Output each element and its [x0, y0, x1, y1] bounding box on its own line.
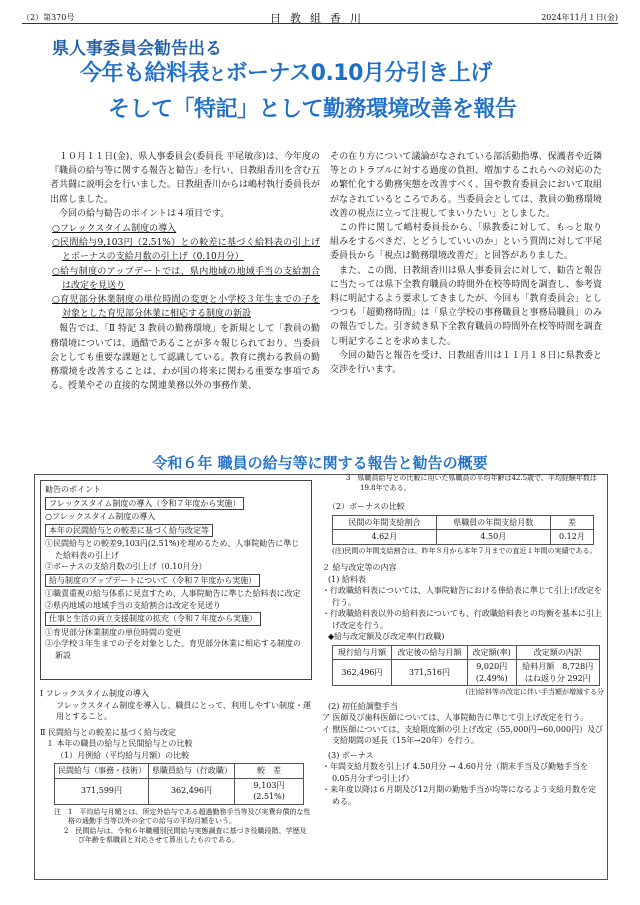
headline-kicker: 県人事委員会勧告出る	[52, 39, 222, 59]
bullet-text: ・年間支給月数を引上げ 4.50月分 → 4.60月分（期末手当及び勤勉手当を0.05月分ずつ引上げ）	[322, 762, 588, 783]
box-item: ②小学校３年生までの子を対象とした、育児部分休業に相応する制度の新設	[45, 639, 301, 660]
headline-sub: そして「特記」として勤務環境改善を報告	[108, 97, 517, 122]
section-text: イ 獣医師については、支給限度額の引上げ改定（55,000円→60,000円）及び支給期間の延長（15年→20年）を行う。	[322, 724, 604, 745]
paragraph: １０月１１日(金)、県人事委員会(委員長 平尾敏彦)は、今年度の『職員の給与等に関する報告と勧告』を行い、日教組香川を含む五者共闘に説明会を行いました。日教組香川からは嶋村執行委員長が出席しました。	[50, 152, 321, 205]
note: 注 1 平均給与月額とは、所定外給与である超過勤務手当等及び実費弁償的な性格の通勤手当等以外の全ての給与の平均月額をいう。	[54, 807, 311, 825]
table-cell: 4.62月	[333, 530, 437, 545]
table-header: 改定後の給与月額	[391, 645, 467, 660]
monthly-pay-table	[54, 763, 304, 805]
page-header	[22, 10, 618, 24]
box-item: ②ボーナスの支給月数の引上げ（0.10月分）	[45, 562, 207, 571]
table-header: 差	[550, 515, 593, 530]
bullet-text: ・行政職給料表以外の給料表についても、行政職給料表との均衡を基本に引上げ改定を行う。	[322, 609, 602, 630]
table-cell: 362,496円	[148, 778, 234, 804]
table-header: 民間給与（事務・技術）	[55, 764, 149, 779]
paragraph: その在り方について議論がなされている部活動指導、保護者や近隣等とのトラブルに対する過度の負担、増加するこれらへの対応のため繁忙化する勤務実態を改善すべく、国や教育委員会において取組がなされているところである。当委員会としては、教員の勤務環境改善の視点に立って注視してまいりたい」としました。	[330, 152, 602, 219]
summary-left	[40, 480, 312, 846]
paragraph: 報告では、「Ⅱ 特記 3 教員の勤務環境」を新規として「教員の勤務環境については、過酷であることが多々報じられており、当委員会としても重要な課題として認識している。教育に携わる教員の勤務環境を改善することは、わが国の将来に関わる重要な事項である。授業やその直接的な関連業務以外の事務作業、	[50, 324, 321, 392]
box-group-title: 給与制度のアップデートについて（令和７年度から実施）	[45, 574, 260, 588]
list-item: ○給与制度のアップデートでは、県内地域の地域手当の支給割合は改定を見送り	[52, 266, 320, 291]
box-item: ①職責重視の給与体系に見直すため、人事院勧告に準じた給料表に改定	[45, 589, 301, 598]
table-cell: 0.12月	[550, 530, 593, 545]
paragraph: この件に関して嶋村委員長から、「県教委に対して、もっと取り組みをするべきだ、とどうしていいのか」という質問に対して平尾委員長から「視点は勤務環境改善だ」と回答がありました。	[330, 223, 602, 262]
bonus-table	[332, 515, 594, 545]
section-heading: ２ 給与改定等の内容	[322, 563, 397, 572]
list-item: ○民間給与9,103円（2.51%）との較差に基づく給料表の引上げとボーナスの支給月数の引上げ（0.10月分）	[52, 238, 320, 263]
table-header: 較 差	[235, 764, 304, 779]
section-heading: Ⅱ 民間給与との較差に基づく給与改定	[40, 727, 176, 737]
section-heading: Ⅰ フレックスタイム制度の導入	[40, 689, 150, 698]
summary-right	[322, 474, 604, 807]
note: 2 民間給与は、令和６年職種別民間給与実態調査に基づき役職段階、学歴及び年齢を県職員と対応させて算出したものである。	[64, 826, 307, 844]
points-list	[52, 222, 320, 321]
issue-date: 2024年11月１日(金)	[541, 13, 618, 22]
revision-table	[332, 645, 600, 687]
note: 3 県職員給与との比較に用いた県職員の平均年齢は42.5歳で、平均経験年数は19.8年である。	[346, 474, 597, 492]
section-title: 令和６年 職員の給与等に関する報告と勧告の概要	[152, 454, 488, 472]
table-cell: 4.50月	[436, 530, 550, 545]
section-text: フレックスタイム制度を導入し、職員にとって、利用しやすい制度・運用とすること。	[56, 700, 312, 721]
article-left-column	[50, 150, 320, 393]
table-header: 改定額(率)	[468, 645, 516, 660]
bullet-text: ・行政職給料表については、人事院勧告における俸給表に準じて引上げ改定を行う。	[322, 586, 602, 607]
table-cell: 9,103円(2.51%)	[235, 778, 304, 804]
table-cell: 371,599円	[55, 778, 149, 804]
headline-main: 今年も給料表とボーナス0.10月分引き上げ	[80, 61, 492, 86]
table-header: 民間の年間支給割合	[333, 515, 437, 530]
article-right-column	[330, 150, 602, 377]
paragraph: また、この間、日教組香川は県人事委員会に対して、勧告と報告に当たっては県下全教育職員の時間外在校等時間を調査し、参考資料に明記するよう要求してきましたが、今回も「教育委員会」としつつも「超勤務時間」は「県立学校の事務職員と事務局職員」のみの報告でした。引き続き県下全教育職員の時間外在校等時間を調査し明記することを求めました。	[330, 265, 602, 347]
table-header: 県職員の年間支給月数	[436, 515, 550, 530]
box-group-title: フレックスタイム制度の導入（令和７年度から実施）	[45, 497, 244, 511]
section-subheading: (3) ボーナス	[328, 750, 374, 760]
section-subheading: （1）月例給（平均給与月額）の比較	[56, 750, 190, 760]
box-item: ①育児部分休業制度の単位時間の変更	[45, 627, 181, 637]
table-cell: 9,020円 (2.49%)	[468, 660, 516, 686]
box-item: ○フレックスタイム制度の導入	[45, 512, 156, 521]
list-item: ○育児部分休業制度の単位時間の変更と小学校３年生までの子を対象とした育児部分休業に相応する制度の新設	[52, 295, 320, 320]
bullet-text: ・来年度以降は６月期及び12月期の勤勉手当が均等になるよう支給月数を定める。	[322, 785, 597, 806]
box-item: ②県内地域の地域手当の支給割合は改定を見送り	[45, 600, 221, 610]
section-text: ア 医師及び歯科医師については、人事院勧告に準じて引上げ改定を行う。	[322, 713, 589, 722]
box-group-title: 本年の民間給与との較差に基づく給与改定等	[45, 524, 213, 538]
section-subheading: (1) 給料表	[328, 574, 366, 584]
table-header: 現行給与月額	[333, 645, 392, 660]
paragraph: 今回の給与勧告のポイントは４項目です。	[59, 208, 230, 219]
points-box	[40, 480, 312, 680]
box-title: 勧告のポイント	[45, 485, 101, 494]
table-cell: 給料月額 8,728円 はね返り分 292円	[516, 660, 600, 686]
note: (注)民間の年間支給割合は、昨年８月から本年７月までの直近１年間の実績である。	[332, 546, 597, 555]
list-item: ○フレックスタイム制度の導入	[52, 224, 177, 235]
table-cell: 362,496円	[333, 660, 392, 686]
newspaper-title: 日教組香川	[270, 12, 370, 25]
section-subheading: (2) 初任給調整手当	[328, 701, 398, 711]
paragraph: 今回の勧告と報告を受け、日教組香川は１１月１８日に県教委と交渉を行います。	[330, 350, 602, 376]
note: (注)給料等の改定に伴い手当額が増減する分	[465, 688, 604, 696]
table-header: 県職員給与（行政職）	[148, 764, 234, 779]
section-subheading: （2）ボーナスの比較	[328, 502, 405, 511]
issue-number: （2）第370号	[22, 13, 75, 22]
box-group-title: 仕事と生活の両立支援制度の拡充（令和７年度から実施）	[45, 612, 261, 626]
table-header: 改定額の内訳	[516, 645, 600, 660]
box-item: ①民間給与との較差9,103円(2.51%)を埋めるため、人事院勧告に準じた給料表の引上げ	[45, 539, 300, 560]
table-cell: 371,516円	[391, 660, 467, 686]
section-subheading: ◆給与改定額及び改定率(行政職)	[328, 632, 445, 641]
section-subheading: １ 本年の職員の給与と民間給与との比較	[46, 739, 193, 748]
